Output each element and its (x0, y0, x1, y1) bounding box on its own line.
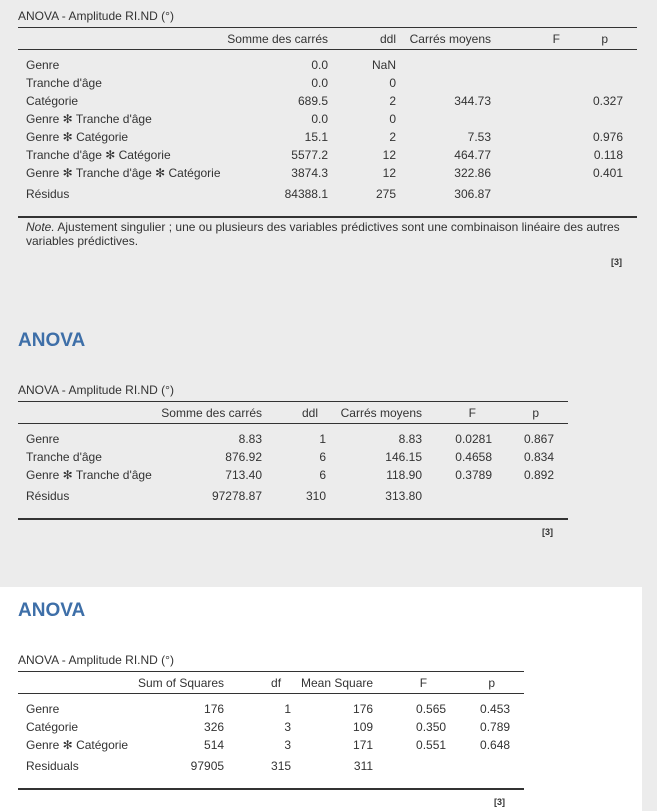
header-cell: p (492, 402, 568, 424)
cell-df: 1 (319, 432, 326, 446)
row-label: Genre ✻ Tranche d'âge ✻ Catégorie (26, 166, 221, 180)
cell-ms: 118.90 (386, 468, 422, 482)
anova-table (18, 671, 524, 790)
cell-p: 0.976 (592, 130, 623, 144)
cell-p: 0.401 (592, 166, 623, 180)
cell-ss: 876.92 (225, 450, 262, 464)
cell-f (491, 164, 560, 182)
cell-ss: 326 (204, 720, 225, 734)
table-note (26, 220, 626, 248)
header-cell: ddl (262, 402, 326, 424)
cell-f (422, 484, 492, 508)
cell-ss: 176 (204, 702, 225, 716)
section-heading: ANOVA (18, 600, 86, 621)
cell-ss: 713.40 (225, 468, 262, 482)
table-title: ANOVA - Amplitude RI.ND (°) (18, 653, 174, 667)
header-cell: Carrés moyens (396, 28, 491, 50)
row-label: Résidus (26, 187, 70, 201)
cell-ss: 15.1 (304, 130, 328, 144)
cell-df: 0 (389, 112, 396, 126)
cell-df: 3 (284, 738, 292, 752)
cell-p (560, 182, 637, 206)
table-row (18, 74, 637, 92)
row-label: Tranche d'âge ✻ Catégorie (26, 148, 171, 162)
cell-ms: 146.15 (385, 450, 422, 464)
cell-ms: 464.77 (454, 148, 491, 162)
cell-df: 275 (375, 187, 396, 201)
cell-p: 0.118 (593, 148, 623, 162)
row-label: Résidus (26, 489, 70, 503)
cell-ms (396, 74, 491, 92)
header-cell: Carrés moyens (326, 402, 422, 424)
reference-marker: [3] (494, 797, 505, 807)
row-label: Catégorie (26, 94, 79, 108)
cell-df: 6 (319, 450, 326, 464)
section-heading: ANOVA (18, 330, 86, 351)
table-title: ANOVA - Amplitude RI.ND (°) (18, 9, 174, 23)
table-row (18, 448, 568, 466)
reference-marker: [3] (542, 527, 553, 537)
header-cell: Somme des carrés (156, 402, 262, 424)
cell-p: 0.453 (480, 702, 511, 716)
header-cell: Sum of Squares (138, 672, 224, 694)
cell-ms (396, 110, 491, 128)
cell-p (560, 74, 637, 92)
cell-df: 2 (389, 94, 396, 108)
anova-table (18, 27, 637, 218)
cell-ss: 0.0 (311, 58, 328, 72)
header-cell: F (422, 402, 492, 424)
table-row (18, 110, 637, 128)
cell-p (446, 754, 524, 778)
note-text: Ajustement singulier ; une ou plusieurs des variables prédictives sont une combinaison linéaire des autres variables prédictives. (26, 220, 620, 248)
table-row (18, 430, 568, 448)
cell-p (560, 56, 637, 74)
row-label: Tranche d'âge (26, 76, 102, 90)
header-cell: ddl (328, 28, 396, 50)
cell-df: 12 (382, 148, 396, 162)
cell-f: 0.4658 (455, 450, 492, 464)
row-label: Genre (26, 58, 60, 72)
table-row (18, 146, 637, 164)
cell-ss: 514 (204, 738, 225, 752)
row-label: Residuals (26, 759, 79, 773)
row-label: Genre ✻ Catégorie (26, 738, 129, 752)
cell-ms: 322.86 (454, 166, 491, 180)
cell-ms: 176 (353, 702, 374, 716)
row-label: Genre ✻ Tranche d'âge (26, 112, 152, 126)
cell-f (491, 56, 560, 74)
cell-f (491, 74, 560, 92)
cell-f: 0.0281 (455, 432, 492, 446)
table-row-residual (18, 754, 524, 778)
cell-ms (396, 56, 491, 74)
cell-df: NaN (371, 58, 396, 72)
cell-ms: 7.53 (467, 130, 491, 144)
anova-section-3 (0, 587, 642, 811)
table-row-residual (18, 182, 637, 206)
row-label: Tranche d'âge (26, 450, 102, 464)
cell-f (491, 128, 560, 146)
header-cell: df (224, 672, 291, 694)
cell-f: 0.551 (416, 738, 447, 752)
table-row (18, 128, 637, 146)
table-title: ANOVA - Amplitude RI.ND (°) (18, 383, 174, 397)
cell-df: 2 (389, 130, 396, 144)
header-cell: Mean Square (291, 672, 373, 694)
cell-f: 0.565 (416, 702, 447, 716)
row-label: Catégorie (26, 720, 79, 734)
cell-ss: 84388.1 (284, 187, 328, 201)
cell-p (560, 110, 637, 128)
cell-df: 12 (382, 166, 396, 180)
cell-df: 1 (284, 702, 292, 716)
header-cell: p (446, 672, 524, 694)
header-cell: F (491, 28, 560, 50)
cell-ss: 3874.3 (291, 166, 328, 180)
cell-p: 0.327 (592, 94, 623, 108)
header-cell (18, 672, 138, 694)
row-label: Genre ✻ Catégorie (26, 130, 129, 144)
table-row (18, 164, 637, 182)
anova-table (18, 401, 568, 520)
table-row (18, 718, 524, 736)
cell-ms: 109 (353, 720, 374, 734)
cell-ms: 171 (353, 738, 374, 752)
cell-ms: 313.80 (385, 489, 422, 503)
cell-ms: 344.73 (454, 94, 491, 108)
cell-df: 6 (319, 468, 326, 482)
row-label: Genre (26, 432, 60, 446)
header-cell: p (560, 28, 637, 50)
cell-df: 3 (284, 720, 292, 734)
cell-ss: 689.5 (297, 94, 328, 108)
table-row (18, 92, 637, 110)
cell-f (491, 146, 560, 164)
table-row (18, 466, 568, 484)
cell-p: 0.789 (480, 720, 511, 734)
table-row (18, 736, 524, 754)
cell-ss: 0.0 (311, 112, 328, 126)
cell-p: 0.648 (480, 738, 511, 752)
cell-f (491, 182, 560, 206)
cell-df: 0 (389, 76, 396, 90)
cell-p: 0.834 (523, 450, 554, 464)
cell-f (491, 110, 560, 128)
header-cell: F (373, 672, 446, 694)
cell-ss: 97905 (190, 759, 225, 773)
cell-ms: 306.87 (454, 187, 491, 201)
cell-f: 0.3789 (455, 468, 492, 482)
cell-f: 0.350 (416, 720, 447, 734)
cell-f (491, 92, 560, 110)
table-header-row (18, 28, 637, 50)
header-cell: Somme des carrés (225, 28, 328, 50)
cell-ms: 311 (353, 759, 374, 773)
reference-marker: [3] (611, 257, 622, 267)
cell-ss: 97278.87 (211, 489, 262, 503)
table-row-residual (18, 484, 568, 508)
cell-p: 0.892 (523, 468, 554, 482)
cell-f (373, 754, 446, 778)
cell-ss: 8.83 (238, 432, 262, 446)
header-cell (18, 28, 225, 50)
note-label: Note. (26, 220, 55, 234)
cell-ms: 8.83 (398, 432, 422, 446)
cell-p (492, 484, 568, 508)
cell-df: 315 (271, 759, 292, 773)
row-label: Genre (26, 702, 60, 716)
table-header-row (18, 402, 568, 424)
table-row (18, 700, 524, 718)
cell-df: 310 (305, 489, 326, 503)
table-header-row (18, 672, 524, 694)
cell-ss: 5577.2 (291, 148, 328, 162)
table-row (18, 56, 637, 74)
cell-ss: 0.0 (311, 76, 328, 90)
cell-p: 0.867 (523, 432, 554, 446)
header-cell (18, 402, 156, 424)
row-label: Genre ✻ Tranche d'âge (26, 468, 152, 482)
